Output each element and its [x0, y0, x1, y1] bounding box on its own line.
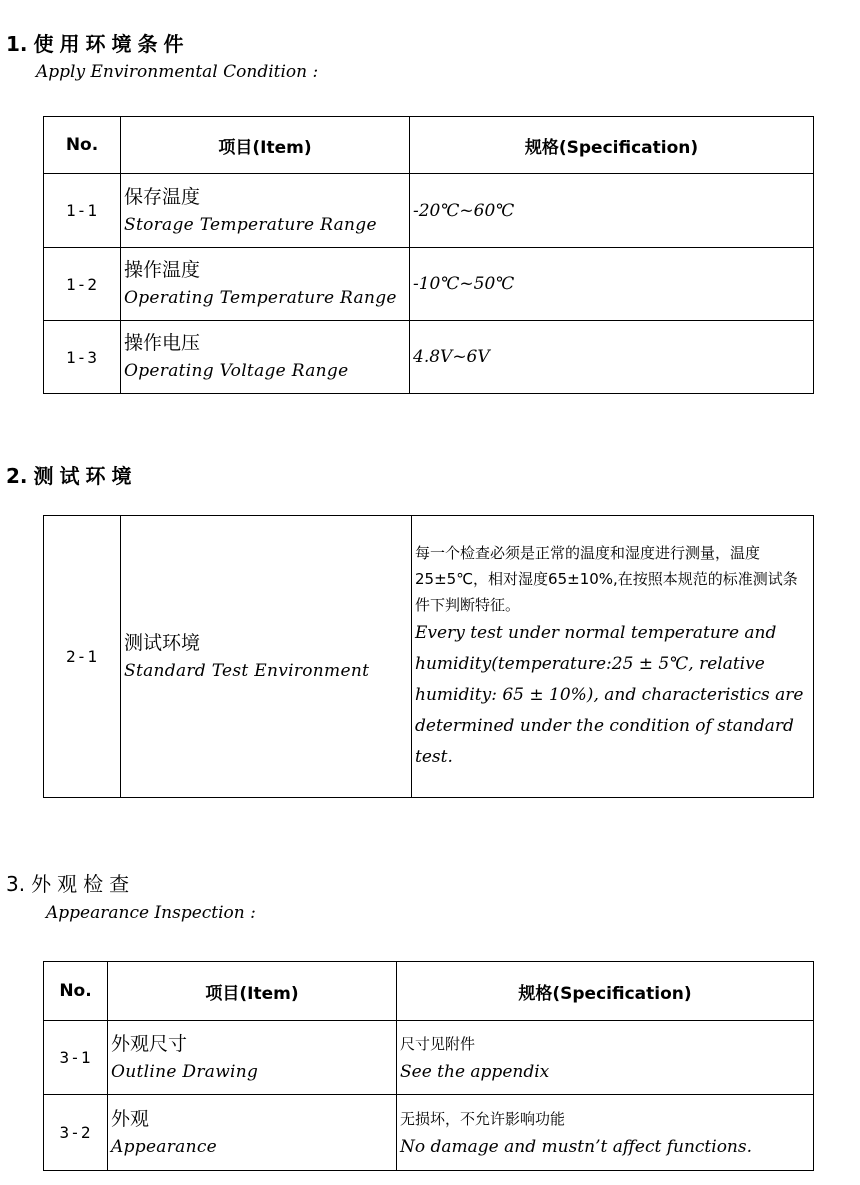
item-english: Storage Temperature Range	[124, 214, 377, 235]
spec-value: -20℃~60℃	[413, 200, 515, 221]
row-item	[121, 321, 410, 394]
item-chinese: 操作电压	[124, 332, 201, 354]
section-2-number: 2.	[6, 464, 28, 488]
table-row	[44, 516, 814, 798]
row-item	[121, 174, 410, 248]
header-spec: 规格(Specification)	[397, 962, 814, 1021]
spec-value: 4.8V~6V	[413, 347, 490, 367]
section-1-heading	[6, 28, 190, 57]
item-chinese: 操作温度	[124, 259, 201, 281]
row-spec	[397, 1021, 814, 1095]
row-item	[121, 516, 412, 798]
item-english: Operating Temperature Range	[124, 288, 397, 308]
table-row	[44, 1095, 814, 1171]
item-chinese: 外观尺寸	[111, 1032, 188, 1055]
spec-english: No damage and mustn’t affect functions.	[400, 1136, 753, 1157]
row-number: 1-3	[44, 321, 121, 394]
header-item: 项目(Item)	[121, 117, 410, 174]
row-spec	[410, 174, 814, 248]
item-english: Outline Drawing	[111, 1061, 259, 1082]
row-item	[108, 1095, 397, 1171]
section-3-subtitle: Appearance Inspection :	[46, 903, 256, 923]
test-environment-table	[43, 515, 814, 798]
section-2-title: 测试环境	[33, 464, 138, 488]
row-number: 1-1	[44, 174, 121, 248]
header-no: No.	[44, 962, 108, 1021]
table-row	[44, 174, 814, 248]
section-1-number: 1.	[6, 32, 28, 56]
section-1-subtitle: Apply Environmental Condition :	[36, 62, 319, 82]
table-header-row	[44, 962, 814, 1021]
item-english: Standard Test Environment	[124, 660, 370, 681]
row-item	[108, 1021, 397, 1095]
section-3-number: 3.	[6, 872, 26, 896]
table-row	[44, 248, 814, 321]
section-1-title: 使用环境条件	[33, 32, 190, 56]
item-english: Appearance	[111, 1136, 218, 1157]
section-2-heading	[6, 460, 138, 489]
row-number: 3-2	[44, 1095, 108, 1171]
row-number: 3-1	[44, 1021, 108, 1095]
spec-english: See the appendix	[400, 1061, 550, 1082]
row-number: 1-2	[44, 248, 121, 321]
table-row	[44, 321, 814, 394]
spec-chinese: 无损坏，不允许影响功能	[400, 1109, 566, 1128]
spec-chinese: 尺寸见附件	[400, 1034, 476, 1053]
section-3-title: 外观检查	[31, 872, 136, 896]
appearance-inspection-table	[43, 961, 814, 1171]
table-row	[44, 1021, 814, 1095]
header-no: No.	[44, 117, 121, 174]
spec-english: Every test under normal temperature and humidity(temperature:25 ± 5℃, relative humidity: 65 ± 10%), and characteristics are determined under the condition of standard test.	[415, 623, 804, 767]
item-chinese: 测试环境	[124, 631, 201, 654]
row-number: 2-1	[44, 516, 121, 798]
row-spec	[410, 321, 814, 394]
spec-chinese: 每一个检查必须是正常的温度和湿度进行测量，温度25±5℃，相对湿度65±10%,在按照本规范的标准测试条件下判断特征。	[415, 544, 798, 614]
row-item	[121, 248, 410, 321]
header-item: 项目(Item)	[108, 962, 397, 1021]
spec-value: -10℃~50℃	[413, 274, 515, 294]
header-spec: 规格(Specification)	[410, 117, 814, 174]
section-3-heading	[6, 868, 135, 897]
table-header-row	[44, 117, 814, 174]
row-spec	[410, 248, 814, 321]
environment-conditions-table	[43, 116, 814, 394]
item-chinese: 保存温度	[124, 185, 201, 208]
row-spec	[412, 516, 814, 798]
row-spec	[397, 1095, 814, 1171]
item-chinese: 外观	[111, 1107, 150, 1130]
item-english: Operating Voltage Range	[124, 361, 349, 381]
